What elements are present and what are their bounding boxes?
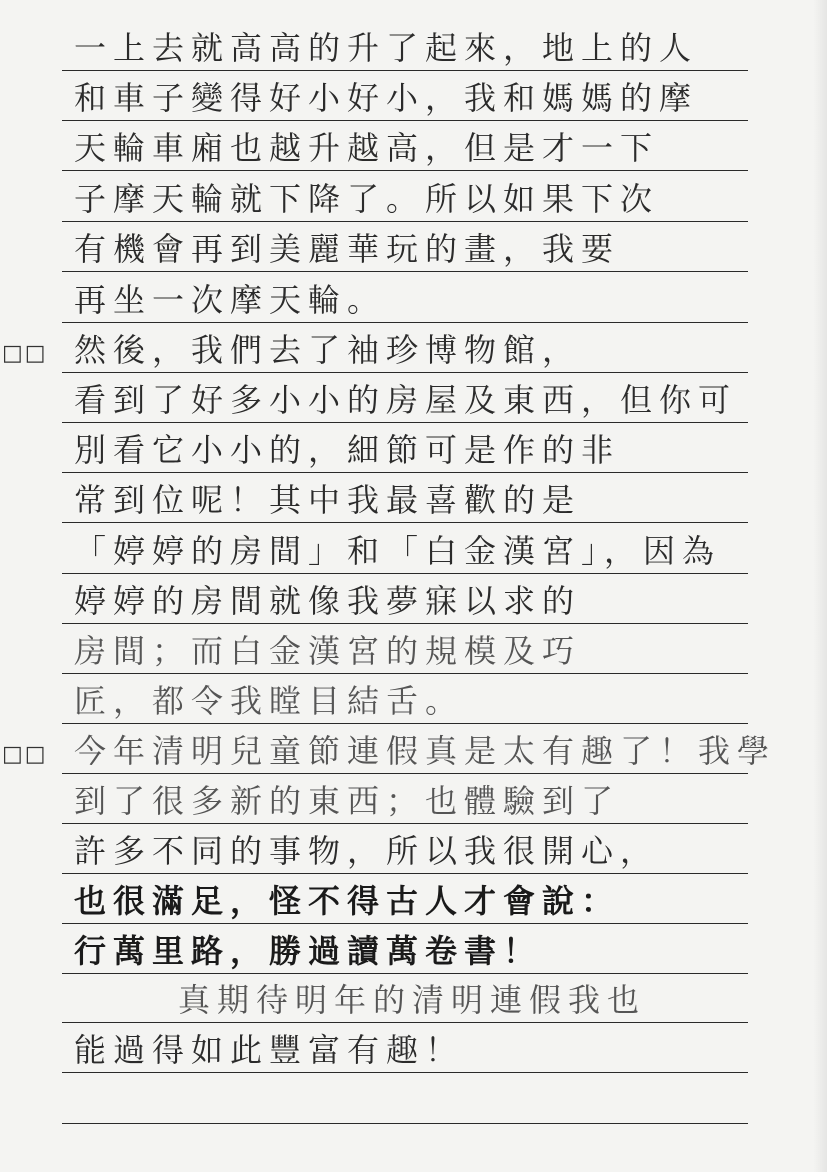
handwritten-line: 真期待明年的清明連假我也 [178,981,647,1019]
ruled-line [62,1022,748,1023]
ruled-line [62,472,748,473]
handwritten-line: 一上去就高高的升了起來，地上的人 [74,29,699,67]
ruled-line [62,623,748,624]
ruled-line [62,773,748,774]
ruled-line [62,673,748,674]
ruled-line [62,322,748,323]
ruled-line [62,522,748,523]
ruled-line [62,271,748,272]
handwritten-line: 別看它小小的，細節可是作的非 [74,431,621,469]
handwritten-line: 房間；而白金漢宮的規模及巧 [74,632,582,670]
handwritten-line: 許多不同的事物，所以我很開心， [74,832,660,870]
ruled-line [62,873,748,874]
handwritten-line: 能過得如此豐富有趣！ [74,1031,465,1069]
handwritten-line: 今年清明兒童節連假真是太有趣了！我學 [74,732,777,770]
handwritten-line: 常到位呢！其中我最喜歡的是 [74,481,582,519]
handwritten-line: 「婷婷的房間」和「白金漢宮」，因為 [74,532,722,570]
handwritten-line: 行萬里路，勝過讀萬卷書！ [74,932,543,970]
handwritten-line: 然後，我們去了袖珍博物館， [74,331,582,369]
handwritten-line: 有機會再到美麗華玩的畫，我要 [74,230,621,268]
handwritten-line: 看到了好多小小的房屋及東西，但你可 [74,381,738,419]
handwritten-line: 和車子變得好小好小，我和媽媽的摩 [74,79,699,117]
ruled-line [62,422,748,423]
ruled-line [62,1123,748,1124]
ruled-line [62,973,748,974]
ruled-line [62,823,748,824]
handwritten-line: 再坐一次摩天輪。 [74,281,387,319]
paragraph-indent-marker: □□ [2,341,48,366]
ruled-line [62,372,748,373]
handwritten-line: 天輪車廂也越升越高，但是才一下 [74,129,660,167]
handwritten-line: 也很滿足，怪不得古人才會說： [74,882,621,920]
ruled-line [62,170,748,171]
handwritten-line: 婷婷的房間就像我夢寐以求的 [74,582,582,620]
ruled-line [62,723,748,724]
ruled-line [62,221,748,222]
handwritten-line: 匠，都令我瞠目結舌。 [74,682,465,720]
page-edge-shadow [813,0,827,1172]
ruled-line [62,923,748,924]
handwritten-line: 到了很多新的東西；也體驗到了 [74,782,621,820]
ruled-line [62,70,748,71]
paragraph-indent-marker: □□ [2,742,48,767]
ruled-line [62,573,748,574]
handwritten-line: 子摩天輪就下降了。所以如果下次 [74,180,660,218]
ruled-line [62,120,748,121]
ruled-line [62,1072,748,1073]
